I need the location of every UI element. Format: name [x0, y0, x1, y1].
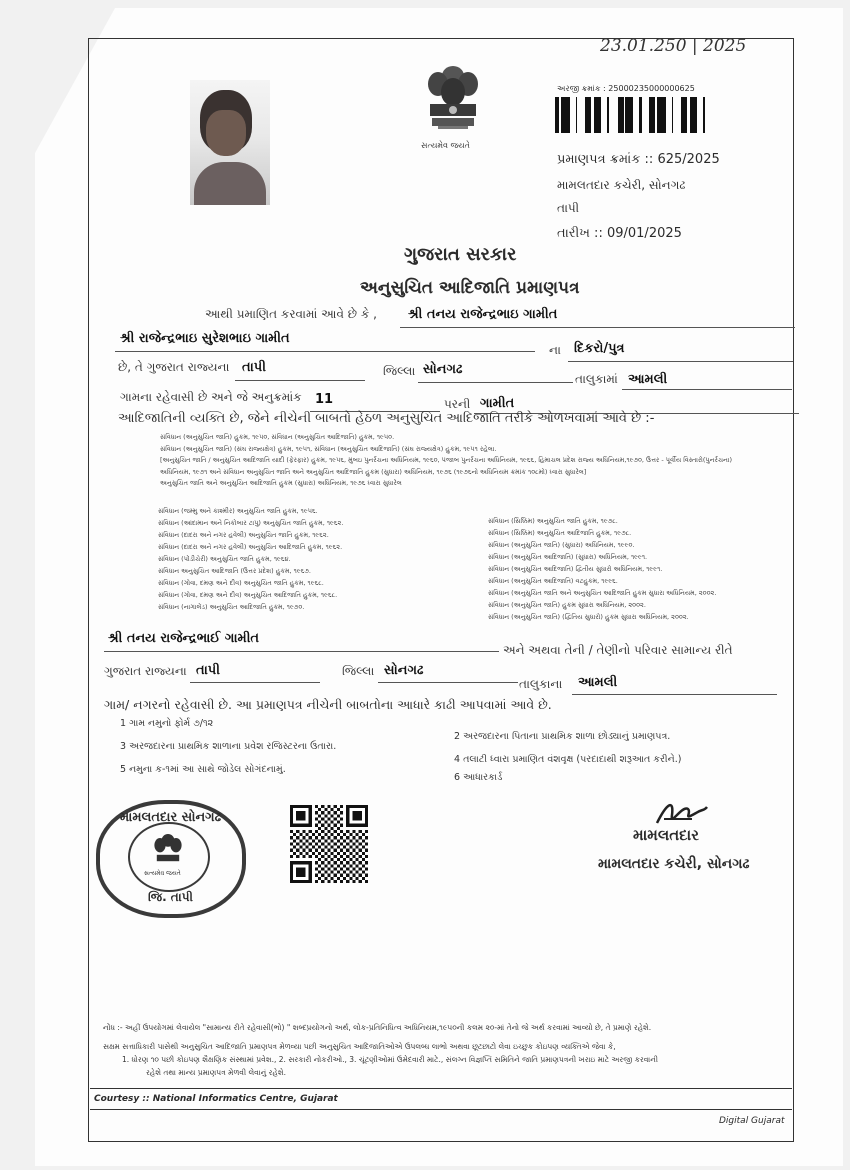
jilla-label: જિલ્લા: [383, 364, 416, 378]
underline: [622, 389, 792, 390]
applicant-name-repeat: શ્રી તનય રાજેન્દ્રભાઈ ગામીત: [108, 631, 260, 646]
footer-divider: [90, 1088, 792, 1089]
order-item: સંવિધાન (પોંડીચેરી) અનુસુચિત જાતિ હુકમ, ૧૯૬૪.: [158, 555, 291, 563]
order-item: સંવિધાન (અનુસુચિત આદિજાતિ) દ્વિતીય સુધારો અધિનિયમ, ૧૯૯૧.: [488, 565, 663, 573]
underline: [572, 694, 777, 695]
underline: [418, 382, 573, 383]
footnote-4: રહેશે તથા માન્ય પ્રમાણપત્ર મેળવી લેવાનું રહેશે.: [146, 1068, 287, 1077]
order-item: સંવિધાન (અનુસુચિત જાતિ) (સુધારા) અધિનિયમ, ૧૯૯૦.: [488, 541, 635, 549]
order-item: સંવિધાન (આંદામાન અને નિકોબાર ટાપુ) અનુસુચિત જાતિ હુકમ, ૧૯૬૨.: [158, 519, 344, 527]
district-line: તાપી: [557, 201, 580, 215]
order-item: સંવિધાન અનુસુચિત આદિજાતિ (ઉત્તર પ્રદેશ) હુકમ, ૧૯૬૭.: [158, 567, 311, 575]
underline: [115, 351, 535, 352]
relation: દિકરો/પુત્ર: [574, 341, 625, 356]
issuing-office: મામલતદાર કચેરી, સોનગઢ: [557, 178, 686, 192]
national-emblem-icon: [418, 62, 488, 152]
applicant-name: શ્રી તનય રાજેન્દ્રભાઇ ગામીત: [408, 307, 558, 322]
orders-right-list: [488, 515, 716, 623]
order-item: સંવિધાન (ગોવા, દમણ અને દીવ) અનુસુચિત જાતિ હુકમ, ૧૯૬૮.: [158, 579, 324, 587]
issue-date: 09/01/2025: [606, 226, 682, 241]
certificate-number-row: [557, 152, 720, 167]
doc-item: 4 તલાટી ધ્વારા પ્રમાણિત વંશવૃક્ષ (પરદાદાથી શરૂઆત કરીને.): [454, 754, 682, 765]
footnote: નોંધ :- અહીં ઉપયોગમાં લેવાયેલ "સામાન્ય રીતે રહેવાસી(ભો) " શબ્દપ્રયોગનો અર્થ, લોક-પ્રતિનિધિત્વ અધિનિયમ,૧૯૫૦ની કલમ ૨૦-માં તેનો જે અર્થ કરવામાં આવ્યો છે, તે પ્રમાણે રહેશે.: [103, 1023, 652, 1032]
order-item: અધિનિયમ, ૧૯૭૧ અને સંવિધાન અનુસુચિત જાતિ અને અનુસુચિત આદિજાતિ હુકમ (સુધારા) અધિનિયમ, ૧૯૭૬ (૧૯૭૬નો અધિનિયમ ક્રમાંક ૧૦૮મો) ધ્વારા સુધારેલ]: [160, 467, 587, 476]
seal-top-text: મામલતદાર સોનગઢ: [120, 810, 222, 825]
courtesy-text: Courtesy :: National Informatics Centre, Gujarat: [94, 1094, 338, 1104]
seal-motto: સત્યમેવ જયતે: [144, 870, 181, 877]
doc-item: 6 આધારકાર્ડ: [454, 772, 503, 783]
underline: [104, 651, 499, 652]
taluka: સોનગઢ: [423, 362, 463, 377]
certify-text: આથી પ્રમાણિત કરવામાં આવે છે કે ,: [205, 307, 377, 321]
order-item: અનુસુચિત જાતિ અને અનુસુચિત આદિજાતિ હુકમ (સુધારા) અધિનિયમ, ૧૯૭૬ ધ્વારા સુધારેલ: [160, 479, 402, 487]
date-row: [557, 226, 682, 241]
order-item: સંવિધાન (દાદરા અને નગર હવેલી) અનુસુચિત આદિજાતિ હુકમ, ૧૯૬૨.: [158, 543, 343, 551]
seal-emblem-ring: [128, 822, 210, 892]
digital-gujarat: Digital Gujarat: [719, 1116, 785, 1126]
certificate-number: 625/2025: [657, 152, 720, 167]
order-item: સંવિધાન (અનુસુચિત જાતિ અને અનુસુચિત આદિજાતિ હુકમ સુધારા અધિનિયમ, ૨૦૦૨.: [488, 589, 717, 597]
tribe-name: ગામીત: [480, 396, 515, 411]
order-item: સંવિધાન (સિક્કિમ) અનુસુચિત આદિજાતિ હુકમ, ૧૯૭૮.: [488, 529, 632, 537]
district: તાપી: [242, 360, 266, 375]
village-2: આમલી: [578, 675, 618, 690]
order-item: સંવિધાન (અનુસુચિત જાતિ) હુકમ, ૧૯૫૦, સંવિધાન (અનુસુચિત આદિજાતિ) હુકમ, ૧૯૫૦.: [160, 433, 395, 441]
seal-emblem-icon: [152, 832, 184, 868]
doc-item: 2 અરજદારના પિતાના પ્રાથમિક શાળા છોડ્યાનું પ્રમાણપત્ર.: [454, 731, 671, 742]
na-text: ના: [549, 343, 561, 357]
order-item: સંવિધાન (દાદરા અને નગર હવેલી) અનુસુચિત જાતિ હુકમ, ૧૯૬૨.: [158, 531, 329, 539]
barcode: [555, 97, 710, 133]
handwritten-reference: 23.01.250 | 2025: [600, 36, 747, 56]
order-item: સંવિધાન (સિક્કિમ) અનુસુચિત જાતિ હુકમ, ૧૯૭૮.: [488, 517, 618, 525]
orders-left-list: [158, 505, 343, 613]
underline: [378, 682, 518, 683]
state-text: છે, તે ગુજરાત રાજ્યના: [118, 360, 230, 374]
resident-text: ગામના રહેવાસી છે અને જે અનુક્રમાંક: [120, 390, 302, 404]
order-item: સંવિધાન (અનુસુચિત જાતિ) હુકમ સુધારા અધિનિયમ, ૨૦૦૨.: [488, 601, 646, 609]
office-seal: [96, 800, 246, 918]
application-number-row: [557, 84, 695, 94]
jilla-label-2: જિલ્લા: [342, 664, 375, 678]
taluka-2: સોનગઢ: [384, 663, 424, 678]
application-number-label: અરજી ક્રમાંક :: [557, 84, 606, 93]
underline: [235, 380, 365, 381]
emblem-motto: સત્યમેવ જયતે: [421, 141, 470, 150]
pertains-text: પરની: [444, 397, 471, 411]
applicant-photo: [190, 80, 270, 205]
qr-code: [290, 805, 368, 883]
seal-bottom-text: જિ. તાપી: [148, 890, 193, 904]
order-item: સંવિધાન (અનુસુચિત જાતિ) (દ્વિતિય સુધારો) હુકમ સુધારા અધિનિયમ, ૨૦૦૨.: [488, 613, 689, 621]
family-text: અને અથવા તેની / તેણીનો પરિવાર સામાન્ય રીતે: [503, 643, 733, 657]
orders-top-list: [160, 432, 732, 490]
village: આમલી: [628, 372, 668, 387]
serial-number: 11: [315, 392, 334, 407]
order-item: સંવિધાન (અનુસુચિત આદિજાતિ) (સુધારા) અધિનિયમ, ૧૯૯૧.: [488, 553, 648, 561]
footnote-2: સક્ષમ સત્તાધિકારી પાસેથી અનુસુચિત આદિજાતિ પ્રમાણપત્ર મેળવ્યા પછી અનુસુચિત આદિજાતિઓએ ઉપલબ્ધ લાભો અથવા છૂટછાટો લેવા ઇચ્છુક કોઇપણ વ્યક્તિએ જેવા કે,: [103, 1042, 616, 1051]
application-number: 25000235000000625: [608, 84, 695, 93]
father-name: શ્રી રાજેન્દ્રભાઇ સુરેશભાઇ ગામીત: [120, 331, 290, 346]
underline: [400, 327, 795, 328]
resident-text-2: ગામ/ નગરનો રહેવાસી છે. આ પ્રમાણપત્ર નીચેની બાબતોના આધારે કાઢી આપવામાં આવે છે.: [104, 697, 552, 712]
order-item: સંવિધાન (અનુસુચિત જાતિ) (સંઘ રાજ્યક્ષેત્ર) હુકમ, ૧૯૫૧, સંવિધાન (અનુસુચિત આદિજાતિ) (સંઘ રાજ્યક્ષેત્ર) હુકમ, ૧૯૫૧ રહેલા.: [160, 444, 497, 453]
order-item: [અનુસુચિત જાતિ / અનુસુચિત આદિજાતિ યાદી (ફેરફાર) હુકમ, ૧૯૫૬, મુંબઇ પુનર્રચના અધિનિયમ, ૧૯૬૦, પંજાબ પુનર્રચના અધિનિયમ, ૧૯૬૬, હિમાચલ પ્રદેશ રાજ્ય અધિનિયમ,૧૯૭૦, ઉત્તર - પૂર્વીય વિસ્તારો(પુનર્રચના): [160, 456, 733, 464]
taluka-label: તાલુકામાં: [575, 372, 618, 386]
order-item: સંવિધાન (નાગાલેંડ) અનુસુચિત આદિજાતિ હુકમ, ૧૯૭૦.: [158, 603, 305, 611]
underline: [568, 361, 793, 362]
certificate-number-label: પ્રમાણપત્ર ક્રમાંક ::: [557, 152, 654, 167]
order-item: સંવિધાન (જમ્મુ અને કાશ્મીર) અનુસુચિત જાતિ હુકમ, ૧૯૫૬.: [158, 507, 318, 515]
doc-item: 3 અરજદારના પ્રાથમિક શાળાના પ્રવેશ રજિસ્ટરના ઉતારા.: [120, 741, 337, 752]
signatory-office: મામલતદાર કચેરી, સોનગઢ: [598, 856, 750, 872]
footer-divider: [90, 1109, 792, 1110]
order-item: સંવિધાન (ગોવા, દમણ અને દીવ) અનુસુચિત આદિજાતિ હુકમ, ૧૯૬૮.: [158, 591, 338, 599]
state-text-2: ગુજરાત રાજ્યના: [104, 664, 187, 678]
certificate-title: અનુસુચિત આદિજાતિ પ્રમાણપત્ર: [360, 278, 580, 298]
doc-item: 1 ગામ નમુનો ફોર્મ ૭/૧૨: [120, 718, 214, 729]
recognized-text: આદિજાતિની વ્યક્તિ છે, જેને નીચેની બાબતો હેઠળ અનુસુચિત આદિજાતિ તરીકે ઓળખવામાં આવે છે :-: [118, 411, 655, 426]
footnote-3: 1. ધોરણ ૧૦ પછી કોઇપણ શૈક્ષણિક સંસ્થામાં પ્રવેશ., 2. સરકારી નોકરીઓ., 3. ચૂંટણીઓમાં ઉમેદવારી માટે., સંલગ્ન વિજ્ઞપ્તિ સમિતિને જાતિ પ્રમાણપત્રની ખરાઇ માટે અરજી કરવાની: [122, 1055, 658, 1064]
doc-item: 5 નમુના ક-૧માં આ સાથે જોડેલ સોગંદનામું.: [120, 764, 286, 775]
underline: [190, 682, 320, 683]
government-title: ગુજરાત સરકાર: [404, 244, 517, 265]
date-label: તારીખ ::: [557, 226, 603, 241]
district-2: તાપી: [196, 663, 220, 678]
order-item: સંવિધાન (અનુસુચિત આદિજાતિ) વટહુકમ, ૧૯૯૬.: [488, 577, 618, 585]
signatory-title: મામલતદાર: [633, 826, 699, 844]
taluka-label-2: તાલુકાના: [519, 677, 563, 691]
